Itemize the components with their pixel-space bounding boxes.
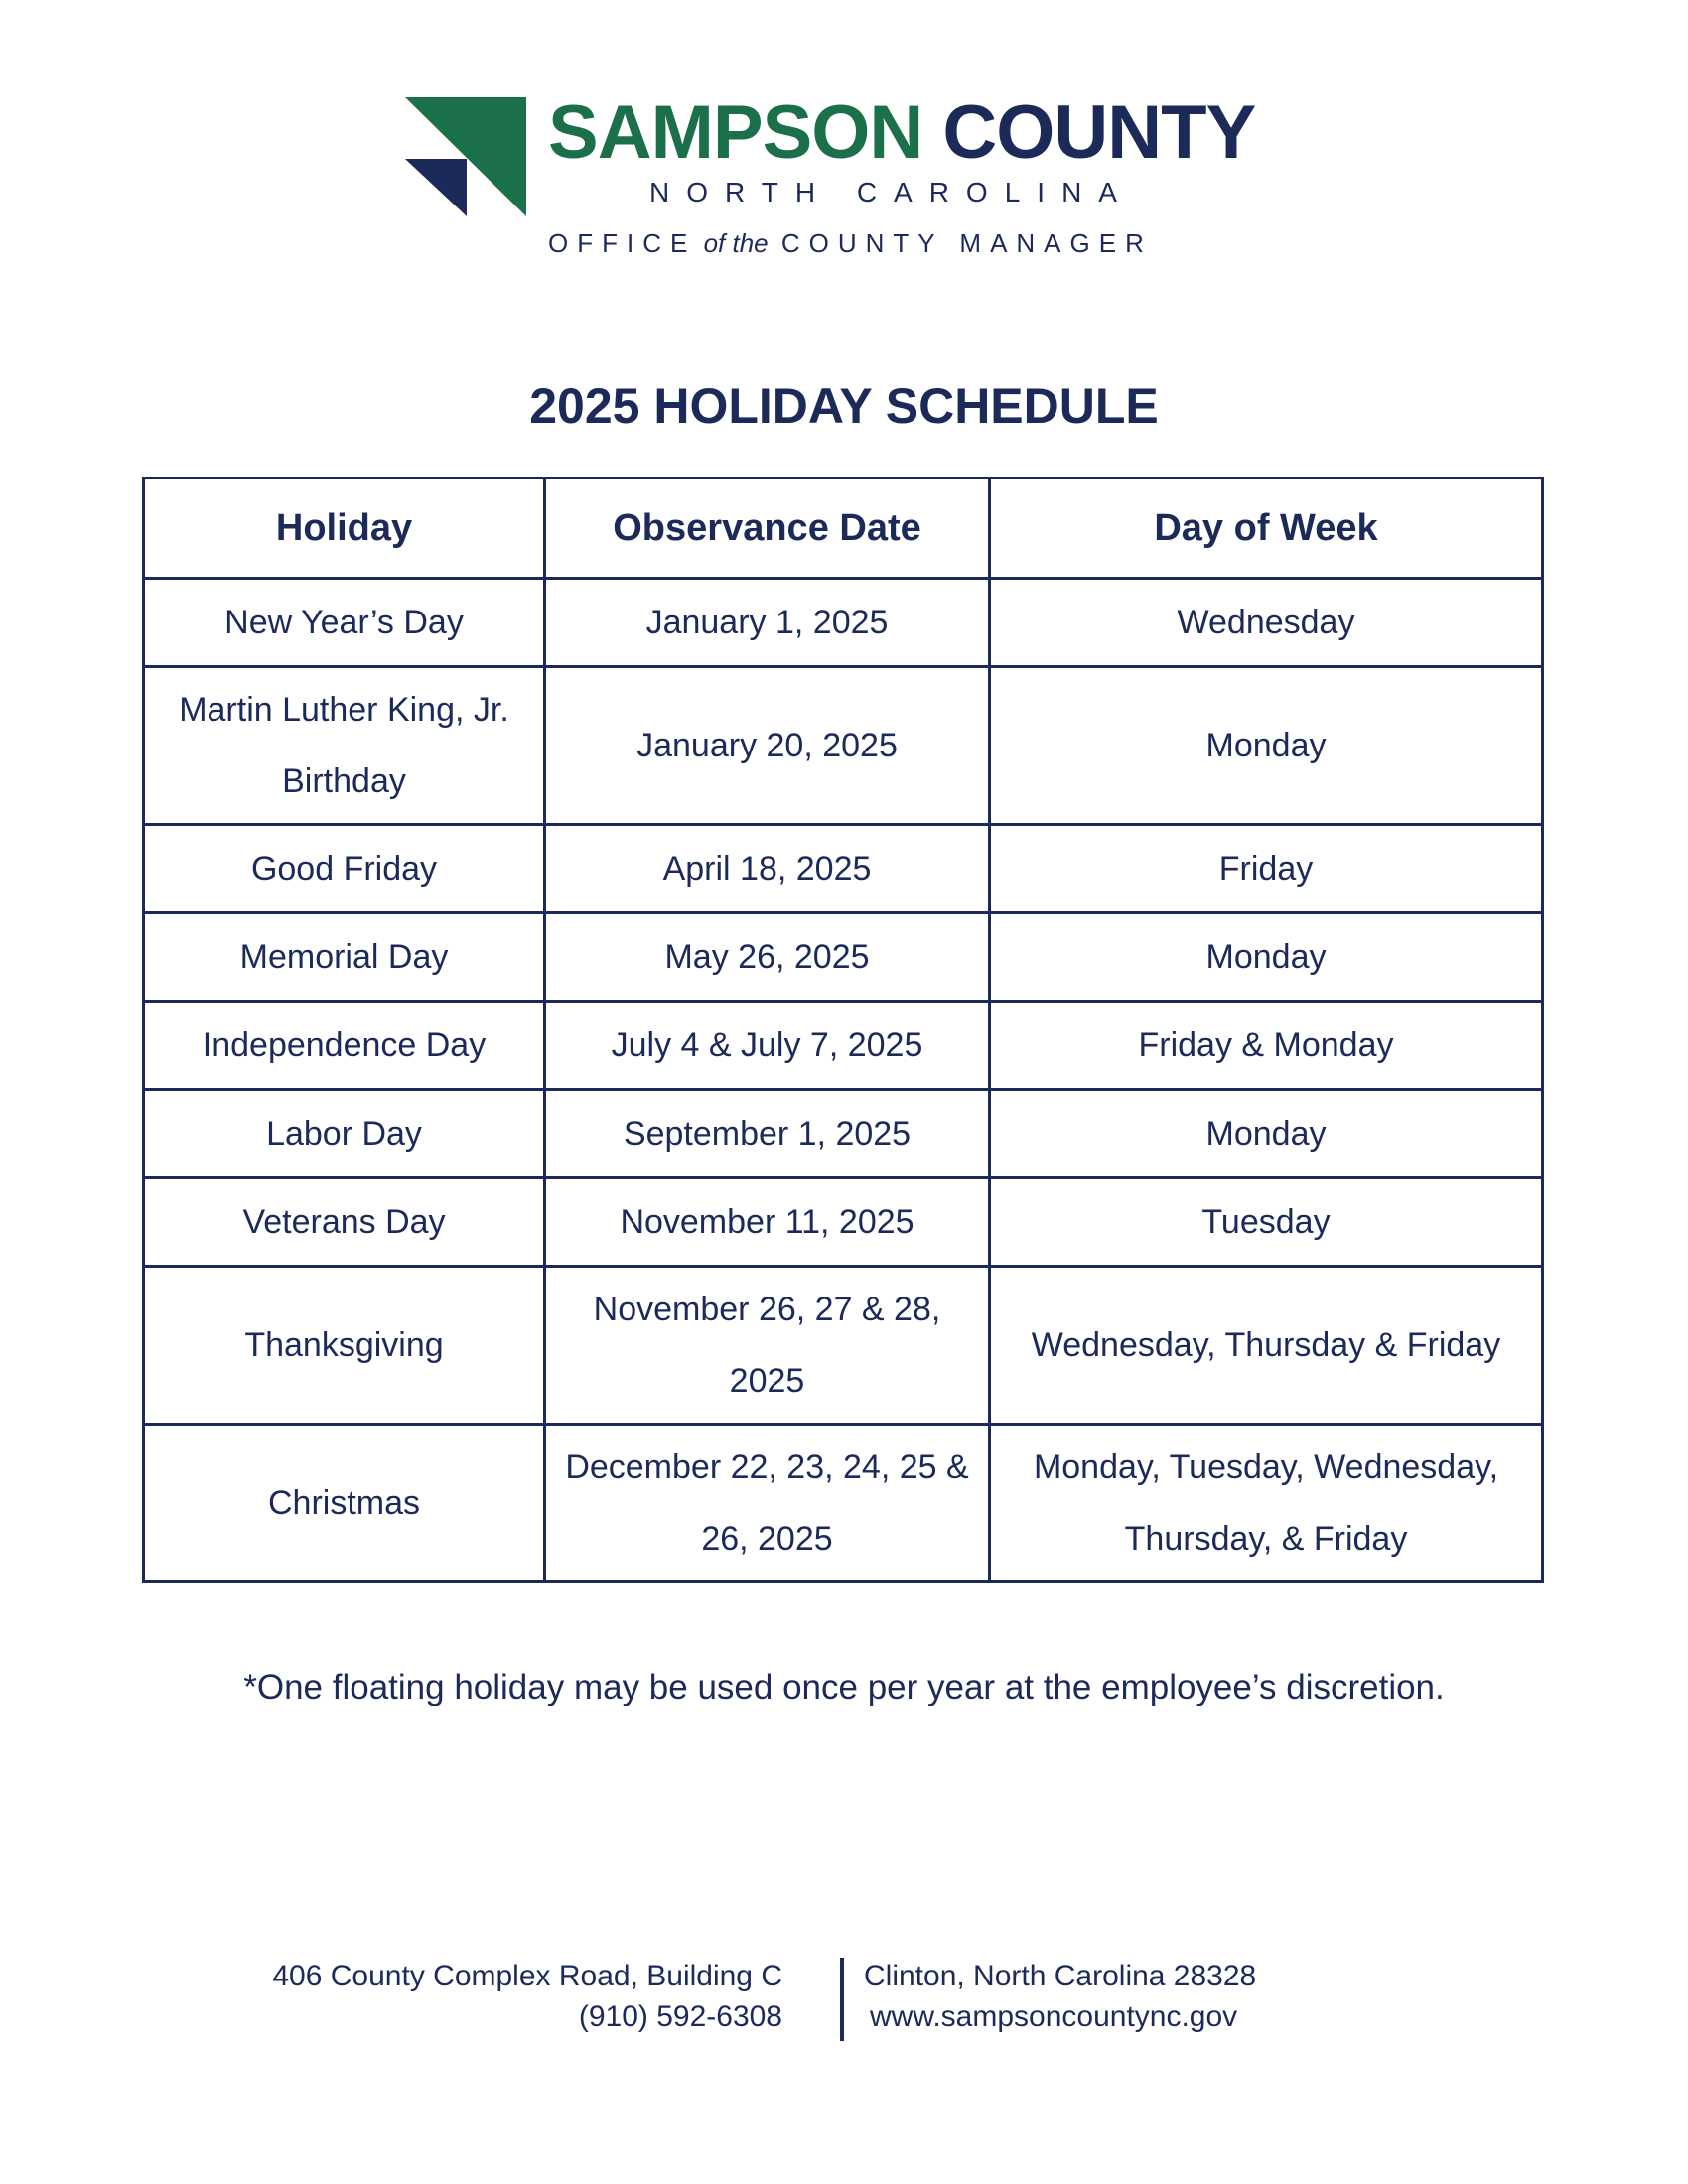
table-row [144,579,1543,667]
day-cell: Monday, Tuesday, Wednesday, Thursday, & Friday [990,1425,1543,1582]
date-cell: December 22, 23, 24, 25 & 26, 2025 [545,1425,990,1582]
table-row [144,825,1543,913]
header-day-of-week: Day of Week [990,478,1543,579]
header-holiday: Holiday [144,478,545,579]
footer-website-link[interactable]: www.sampsoncountync.gov [870,2000,1238,2033]
holiday-cell: Martin Luther King, Jr. Birthday [144,667,545,825]
table-row [144,913,1543,1002]
table-row [144,667,1543,825]
county-logo-icon [405,97,526,216]
day-cell: Friday [990,825,1543,913]
table-row [144,1425,1543,1582]
footer-address: 406 County Complex Road, Building C [272,1960,782,1992]
county-name [548,90,1256,175]
day-cell: Tuesday [990,1178,1543,1267]
holiday-cell: Veterans Day [144,1178,545,1267]
date-cell: September 1, 2025 [545,1090,990,1178]
office-name [548,230,1153,256]
county-name-part1: SAMPSON [548,90,923,175]
date-cell: November 11, 2025 [545,1178,990,1267]
date-cell: January 20, 2025 [545,667,990,825]
date-cell: January 1, 2025 [545,579,990,667]
day-cell: Wednesday [990,579,1543,667]
footer-left-block [272,1956,782,2037]
day-cell: Monday [990,667,1543,825]
date-cell: April 18, 2025 [545,825,990,913]
table-row [144,1267,1543,1425]
table-row [144,1178,1543,1267]
date-cell: July 4 & July 7, 2025 [545,1002,990,1090]
footer-divider [840,1958,844,2041]
holiday-cell: Memorial Day [144,913,545,1002]
office-name-pre: OFFICE [548,228,697,258]
footer-city: Clinton, North Carolina 28328 [864,1960,1257,1992]
floating-holiday-note: *One floating holiday may be used once per year at the employee’s discretion. [243,1668,1445,1706]
date-cell: May 26, 2025 [545,913,990,1002]
footer-right-block [864,1956,1256,2037]
holiday-schedule-table [142,477,1544,1583]
date-cell: November 26, 27 & 28, 2025 [545,1267,990,1425]
table-row [144,1002,1543,1090]
footer [0,1956,1688,2045]
holiday-cell: Christmas [144,1425,545,1582]
page-title: 2025 HOLIDAY SCHEDULE [529,378,1159,434]
letterhead [0,0,1688,278]
table-header-row [144,478,1543,579]
holiday-cell: Independence Day [144,1002,545,1090]
day-cell: Monday [990,913,1543,1002]
holiday-cell: Labor Day [144,1090,545,1178]
day-cell: Friday & Monday [990,1002,1543,1090]
holiday-cell: Good Friday [144,825,545,913]
day-cell: Wednesday, Thursday & Friday [990,1267,1543,1425]
office-name-mid: of the [703,228,769,258]
county-name-part2: COUNTY [942,90,1256,175]
office-name-post: COUNTY MANAGER [780,228,1153,258]
footer-phone: (910) 592-6308 [578,2000,782,2033]
state-name: NORTH CAROLINA [649,177,1134,207]
holiday-cell: New Year’s Day [144,579,545,667]
header-observance-date: Observance Date [545,478,990,579]
table-row [144,1090,1543,1178]
holiday-cell: Thanksgiving [144,1267,545,1425]
day-cell: Monday [990,1090,1543,1178]
